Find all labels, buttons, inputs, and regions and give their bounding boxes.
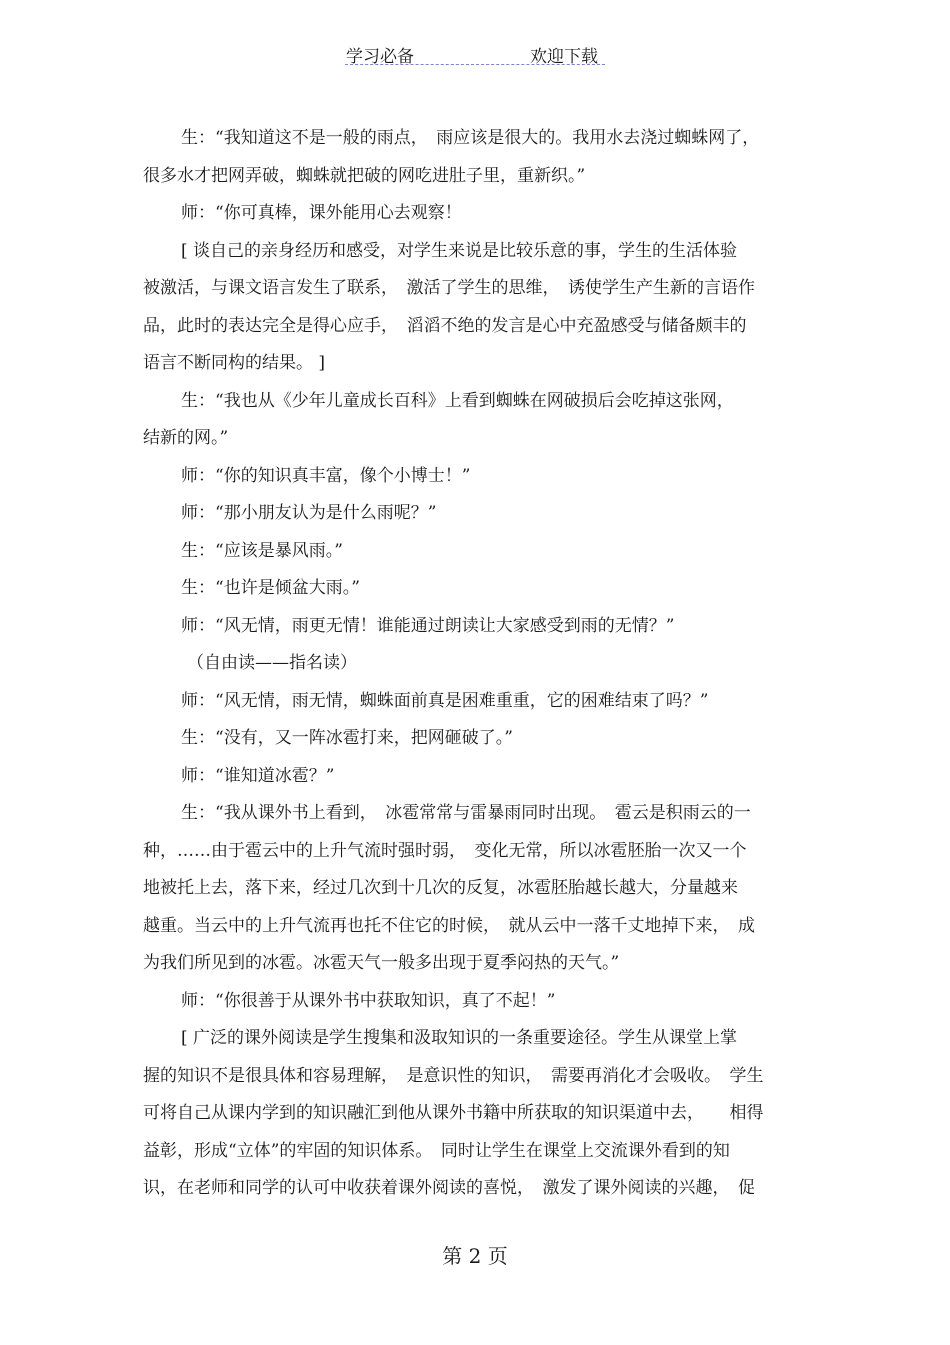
header-left-text: 学习必备	[346, 47, 414, 67]
document-body	[143, 120, 809, 1208]
text-line: 师：“那小朋友认为是什么雨呢？”	[181, 503, 437, 523]
text-line: 语言不断同构的结果。 ]	[143, 353, 326, 373]
text-line: 种，……由于雹云中的上升气流时强时弱， 变化无常，所以冰雹胚胎一次又一个	[143, 840, 747, 861]
text-line: 握的知识不是很具体和容易理解， 是意识性的知识， 需要再消化才会吸收。 学生	[143, 1065, 764, 1086]
text-line: 可将自己从课内学到的知识融汇到他从课外书籍中所获取的知识渠道中去， 相得	[143, 1103, 764, 1123]
text-line: 师：“风无情，雨更无情！谁能通过朗读让大家感受到雨的无情？”	[181, 615, 675, 636]
text-line: 为我们所见到的冰雹。冰雹天气一般多出现于夏季闷热的天气。”	[143, 953, 620, 973]
text-line: 生：“没有，又一阵冰雹打来，把网砸破了。”	[181, 728, 513, 748]
text-line: 师：“你可真棒，课外能用心去观察！	[181, 203, 462, 223]
text-line: [ 广泛的课外阅读是学生搜集和汲取知识的一条重要途径。学生从课堂上掌	[181, 1028, 738, 1048]
page-number: 第 2 页	[442, 1244, 508, 1268]
header-dashed-rule	[345, 64, 605, 65]
text-line: 很多水才把网弄破，蜘蛛就把破的网吃进肚子里，重新织。”	[143, 165, 586, 186]
text-line: [ 谈自己的亲身经历和感受，对学生来说是比较乐意的事，学生的生活体验	[181, 240, 738, 261]
text-line: 识，在老师和同学的认可中收获着课外阅读的喜悦， 激发了课外阅读的兴趣， 促	[143, 1178, 755, 1198]
text-line: 生：“我也从《少年儿童成长百科》上看到蜘蛛在网破损后会吃掉这张网，	[181, 390, 734, 411]
text-line: 地被托上去，落下来，经过几次到十几次的反复，冰雹胚胎越长越大，分量越来	[143, 878, 738, 898]
text-line: 生：“应该是暴风雨。”	[181, 540, 343, 561]
text-line: 生：“我知道这不是一般的雨点， 雨应该是很大的。我用水去浇过蜘蛛网了，	[181, 128, 760, 148]
text-line: 益彰，形成“立体”的牢固的知识体系。 同时让学生在课堂上交流课外看到的知	[143, 1140, 730, 1161]
text-line: 生：“我从课外书上看到， 冰雹常常与雷暴雨同时出现。 雹云是积雨云的一	[181, 803, 751, 823]
text-line: 被激活，与课文语言发生了联系， 激活了学生的思维， 诱使学生产生新的言语作	[143, 278, 755, 298]
text-line: 结新的网。”	[143, 428, 229, 448]
text-line: 师：“你的知识真丰富，像个小博士！”	[181, 465, 471, 486]
text-line: 师：“你很善于从课外书中获取知识，真了不起！”	[181, 990, 556, 1011]
text-line: 生：“也许是倾盆大雨。”	[181, 578, 360, 598]
text-line: 越重。当云中的上升气流再也托不住它的时候， 就从云中一落千丈地掉下来， 成	[143, 915, 755, 936]
text-line: （自由读——指名读）	[187, 653, 357, 673]
page-header	[0, 42, 950, 68]
header-right-text: 欢迎下载	[530, 47, 598, 67]
text-line: 师：“谁知道冰雹？”	[181, 765, 335, 786]
text-line: 师：“风无情，雨无情，蜘蛛面前真是困难重重，它的困难结束了吗？”	[181, 690, 709, 711]
text-line: 品，此时的表达完全是得心应手， 滔滔不绝的发言是心中充盈感受与储备颇丰的	[143, 315, 747, 336]
